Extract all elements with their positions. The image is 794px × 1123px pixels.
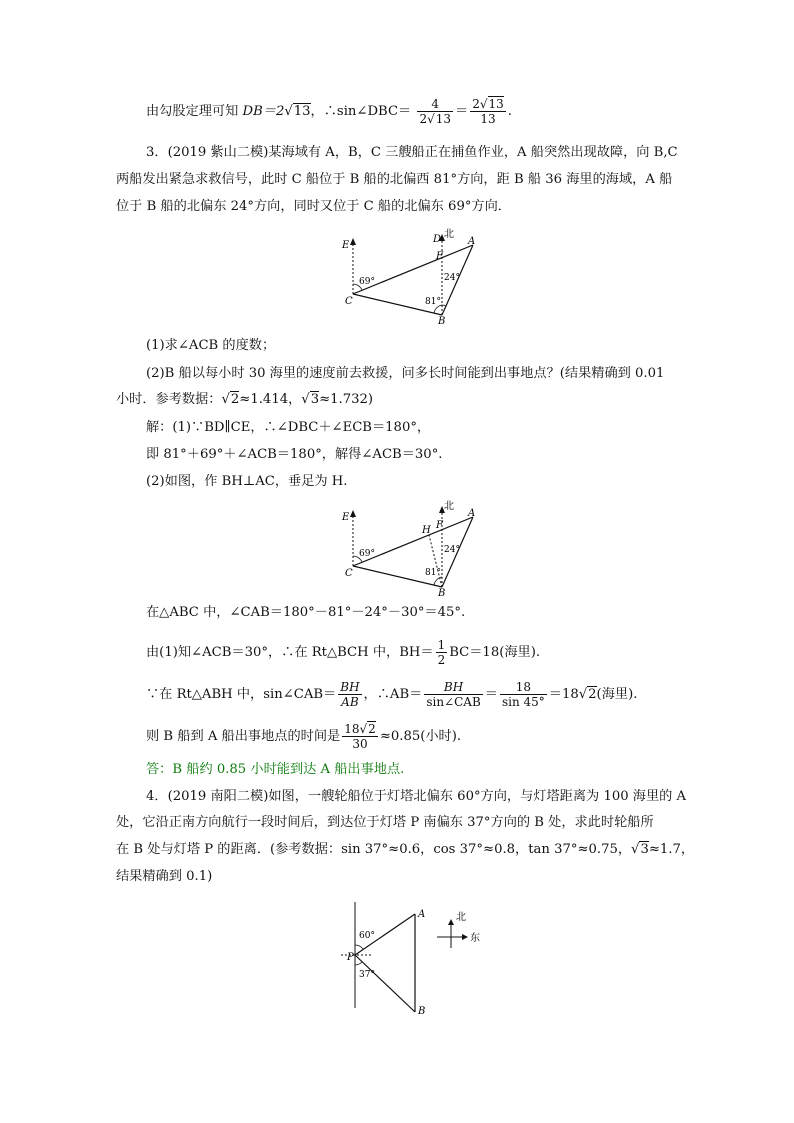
label-a: A bbox=[468, 508, 476, 519]
solution-line-2: 即 81°＋69°＋∠ACB＝180°，解得∠ACB＝30°. bbox=[146, 447, 443, 462]
label-b: B bbox=[438, 588, 446, 597]
label-h: H bbox=[422, 525, 431, 536]
compass-east-label: 东 bbox=[470, 933, 480, 944]
q3-line-3: 位于 B 船的北偏东 24°方向，同时又位于 C 船的北偏东 69°方向． bbox=[116, 199, 511, 214]
label-north: 北 bbox=[444, 501, 454, 512]
angle-37: 37° bbox=[359, 970, 375, 980]
q4-line-3: 在 B 处与灯塔 P 的距离．(参考数据：sin 37°≈0.6，cos 37°≈0.8，tan 37°≈0.75，√3≈1.7， bbox=[116, 842, 695, 857]
angle-60: 60° bbox=[359, 931, 375, 941]
angle-69: 69° bbox=[359, 549, 375, 559]
label-a: A bbox=[468, 236, 476, 247]
fraction: $\frac{2√13}{13}$ bbox=[472, 97, 504, 126]
figure-triangle-abc-2 bbox=[330, 497, 490, 597]
label-c: C bbox=[345, 296, 353, 307]
solution2-line-1: 在△ABC 中，∠CAB＝180°－81°－24°－30°＝45°. bbox=[146, 605, 466, 620]
figure-lighthouse bbox=[335, 900, 495, 1020]
solution-line-3: (2)如图，作 BH⊥AC，垂足为 H. bbox=[146, 474, 348, 489]
q3-line-1: 3．(2019 紫山二模)某海域有 A，B，C 三艘船正在捕鱼作业，A 船突然出现故障，向 B,C bbox=[146, 145, 678, 160]
answer-line: 答：B 船约 0.85 小时能到达 A 船出事地点. bbox=[146, 762, 405, 777]
label-f: F bbox=[436, 520, 443, 531]
compass-north-label: 北 bbox=[456, 912, 466, 923]
label-c: C bbox=[345, 568, 353, 579]
figure-triangle-abc-1 bbox=[330, 225, 490, 325]
solution2-line-2: 由(1)知∠ACB＝30°，∴在 Rt△BCH 中，BH＝ $\frac{1}{2}$ BC＝18(海里). bbox=[146, 638, 541, 667]
label-b: B bbox=[418, 1006, 426, 1017]
q3-part-1: (1)求∠ACB 的度数； bbox=[146, 338, 276, 353]
angle-24: 24° bbox=[444, 273, 460, 283]
label-north: 北 bbox=[444, 229, 454, 240]
angle-24: 24° bbox=[444, 545, 460, 555]
q4-line-4: 结果精确到 0.1) bbox=[116, 869, 213, 884]
solution2-line-4: 则 B 船到 A 船出事地点的时间是 $\frac{18√2}{30}$ ≈0.85(小时). bbox=[146, 722, 462, 751]
label-f: F bbox=[436, 251, 443, 262]
fraction: $\frac{4}{2√13}$ bbox=[419, 97, 452, 126]
solution2-line-3: ∵在 Rt△ABH 中，sin∠CAB＝ $\frac{BH}{AB}$ ，∴AB＝ $\frac{BH}{\text{sin∠CAB}}$ ＝ $\frac{18}{\sin 45^\circ}$ ＝18√2(海里). bbox=[146, 680, 638, 709]
label-b: B bbox=[438, 316, 446, 325]
q3-part-2b: 小时．参考数据：√2≈1.414，√3≈1.732) bbox=[116, 392, 374, 407]
angle-69: 69° bbox=[359, 277, 375, 287]
q3-line-2: 两船发出紧急求救信号，此时 C 船位于 B 船的北偏西 81°方向，距 B 船 36 海里的海域，A 船 bbox=[116, 172, 673, 187]
q4-line-1: 4．(2019 南阳二模)如图，一艘轮船位于灯塔北偏东 60°方向，与灯塔距离为 100 海里的 A bbox=[146, 789, 687, 804]
label-e: E bbox=[342, 512, 350, 523]
label-a: A bbox=[418, 909, 426, 920]
label-p: P bbox=[347, 952, 354, 963]
solution-line-1: 解：(1)∵BD∥CE，∴∠DBC＋∠ECB＝180°， bbox=[146, 420, 431, 435]
q3-part-2a: (2)B 船以每小时 30 海里的速度前去救援，问多长时间能到出事地点？(结果精确到 0.01 bbox=[146, 366, 665, 381]
label-d: D bbox=[433, 234, 442, 245]
angle-81: 81° bbox=[425, 568, 441, 578]
dbc-derivation-line: 由勾股定理可知 DB＝2√13，∴sin∠DBC＝ $\frac{4}{2√13}$ ＝ $\frac{2√13}{13}$ . bbox=[146, 97, 512, 126]
label-e: E bbox=[342, 240, 350, 251]
angle-81: 81° bbox=[425, 297, 441, 307]
q4-line-2: 处，它沿正南方向航行一段时间后，到达位于灯塔 P 南偏东 37°方向的 B 处，求此时轮船所 bbox=[116, 815, 654, 830]
